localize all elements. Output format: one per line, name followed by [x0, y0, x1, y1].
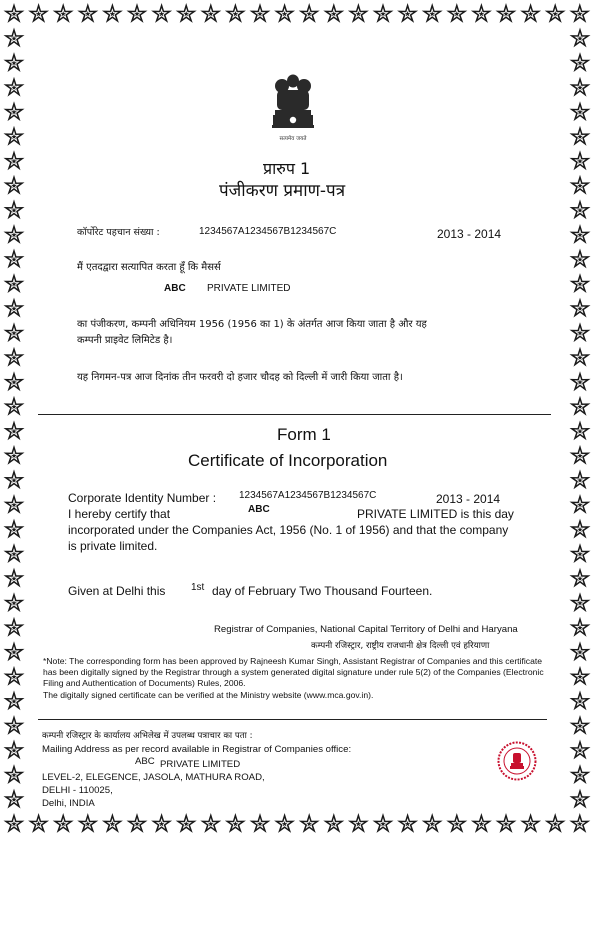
border-star-icon — [570, 273, 591, 293]
border-star-icon — [373, 3, 394, 23]
border-star-icon — [200, 813, 221, 833]
border-star-icon — [176, 813, 197, 833]
border-star-icon — [4, 592, 25, 612]
border-star-icon — [4, 273, 25, 293]
hindi-company-abbr: ABC — [164, 283, 186, 294]
border-star-icon — [250, 813, 271, 833]
mailing-company-abbr: ABC — [135, 756, 155, 767]
certify-suffix: PRIVATE LIMITED is this day — [357, 507, 514, 521]
border-star-icon — [151, 813, 172, 833]
border-star-icon — [4, 740, 25, 760]
border-star-icon — [4, 519, 25, 539]
border-star-icon — [102, 813, 123, 833]
border-star-icon — [570, 249, 591, 269]
border-star-icon — [4, 543, 25, 563]
border-star-icon — [225, 3, 246, 23]
border-star-icon — [569, 3, 590, 23]
border-star-icon — [570, 396, 591, 416]
border-star-icon — [570, 199, 591, 219]
registrar-hindi: कम्पनी रजिस्ट्रार, राष्ट्रीय राजधानी क्षेत्र दिल्ली एवं हरियाणा — [311, 641, 490, 651]
border-star-icon — [570, 371, 591, 391]
border-star-icon — [225, 813, 246, 833]
border-star-icon — [102, 3, 123, 23]
hindi-certify-line: मैं एतदद्वारा सत्यापित करता हूँ कि मैसर्स — [77, 262, 221, 273]
border-star-icon — [53, 813, 74, 833]
border-star-icon — [4, 101, 25, 121]
border-star-icon — [4, 469, 25, 489]
border-star-icon — [53, 3, 74, 23]
border-star-icon — [323, 3, 344, 23]
border-star-icon — [446, 813, 467, 833]
hindi-form-title: प्रारुप 1 — [263, 159, 311, 178]
mailing-divider — [38, 719, 547, 720]
border-star-icon — [422, 3, 443, 23]
border-star-icon — [4, 175, 25, 195]
border-star-icon — [274, 3, 295, 23]
english-form-title: Form 1 — [277, 425, 331, 444]
english-cin-label: Corporate Identity Number : — [68, 491, 217, 505]
border-star-icon — [4, 52, 25, 72]
english-year: 2013 - 2014 — [436, 492, 501, 506]
border-star-icon — [4, 789, 25, 809]
border-star-icon — [323, 813, 344, 833]
mailing-hindi-label: कम्पनी रजिस्ट्रार के कार्यालय अभिलेख में उपलब्ध पत्राचार का पता : — [42, 731, 253, 741]
border-star-icon — [200, 3, 221, 23]
act-line: incorporated under the Companies Act, 1956 (No. 1 of 1956) and that the company — [68, 523, 509, 537]
border-star-icon — [4, 150, 25, 170]
border-star-icon — [4, 199, 25, 219]
border-star-icon — [299, 813, 320, 833]
border-star-icon — [570, 101, 591, 121]
border-star-icon — [176, 3, 197, 23]
given-day: 1st — [191, 582, 205, 593]
border-star-icon — [570, 641, 591, 661]
address-line-2: DELHI - 110025, — [42, 785, 113, 796]
border-star-icon — [4, 347, 25, 367]
hindi-act-line-2: कम्पनी प्राइवेट लिमिटेड है। — [77, 335, 173, 346]
border-star-icon — [4, 396, 25, 416]
border-star-icon — [274, 813, 295, 833]
border-star-icon — [4, 641, 25, 661]
border-star-icon — [570, 568, 591, 588]
border-star-icon — [4, 494, 25, 514]
border-star-icon — [4, 224, 25, 244]
border-star-icon — [570, 764, 591, 784]
border-star-icon — [4, 666, 25, 686]
border-star-icon — [570, 77, 591, 97]
border-star-icon — [28, 3, 49, 23]
mailing-company-name: PRIVATE LIMITED — [160, 759, 241, 770]
border-star-icon — [570, 469, 591, 489]
border-star-icon — [471, 813, 492, 833]
border-star-icon — [151, 3, 172, 23]
border-star-icon — [570, 740, 591, 760]
border-star-icon — [570, 175, 591, 195]
border-star-icon — [520, 3, 541, 23]
border-star-icon — [127, 3, 148, 23]
border-star-icon — [4, 77, 25, 97]
border-star-icon — [422, 813, 443, 833]
hindi-company-name: PRIVATE LIMITED — [207, 283, 291, 294]
given-suffix: day of February Two Thousand Fourteen. — [212, 584, 433, 598]
border-star-icon — [373, 813, 394, 833]
border-star-icon — [4, 568, 25, 588]
border-star-icon — [570, 789, 591, 809]
hindi-cin-value: 1234567A1234567B1234567C — [199, 226, 337, 237]
national-emblem — [264, 72, 322, 144]
emblem-motto: सत्यमेव जयते — [279, 136, 307, 142]
border-star-icon — [570, 715, 591, 735]
border-star-icon — [471, 3, 492, 23]
border-star-icon — [4, 617, 25, 637]
border-star-icon — [570, 592, 591, 612]
border-star-icon — [77, 3, 98, 23]
border-star-icon — [348, 3, 369, 23]
hindi-year: 2013 - 2014 — [437, 227, 502, 241]
english-cin-value: 1234567A1234567B1234567C — [239, 490, 377, 501]
border-star-icon — [570, 420, 591, 440]
border-star-icon — [397, 813, 418, 833]
section-divider — [38, 414, 551, 415]
hindi-cin-label: कॉर्पोरेट पहचान संख्या : — [77, 227, 160, 238]
border-star-icon — [570, 494, 591, 514]
border-star-icon — [4, 445, 25, 465]
english-company-abbr: ABC — [248, 504, 270, 515]
border-star-icon — [250, 3, 271, 23]
border-star-icon — [127, 813, 148, 833]
border-star-icon — [570, 52, 591, 72]
border-star-icon — [4, 249, 25, 269]
border-star-icon — [4, 813, 25, 833]
note-text: *Note: The corresponding form has been approved by Rajneesh Kumar Singh, Assistant Registrar of Companies and this certificate has been digitally signed by the Registrar through a system generated digital signature under rule 5(2) of the Companies (Electronic Filing and Authentication of Documents) Rules, 2006. The digitally signed certificate can be verified at the Ministry website (www.mca.gov.in). — [43, 656, 544, 700]
border-star-icon — [4, 420, 25, 440]
border-star-icon — [570, 150, 591, 170]
border-star-icon — [520, 813, 541, 833]
border-star-icon — [4, 764, 25, 784]
border-star-icon — [570, 347, 591, 367]
border-star-icon — [569, 813, 590, 833]
border-star-icon — [570, 617, 591, 637]
hindi-act-line-1: का पंजीकरण, कम्पनी अधिनियम 1956 (1956 का 1) के अंतर्गत आज किया जाता है और यह — [77, 319, 427, 330]
border-star-icon — [4, 371, 25, 391]
border-star-icon — [397, 3, 418, 23]
border-star-icon — [570, 690, 591, 710]
border-star-icon — [28, 813, 49, 833]
mailing-english-label: Mailing Address as per record available in Registrar of Companies office: — [42, 744, 352, 755]
border-star-icon — [348, 813, 369, 833]
border-star-icon — [570, 519, 591, 539]
hindi-given-line: यह निगमन-पत्र आज दिनांक तीन फरवरी दो हजार चौदह को दिल्ली में जारी किया जाता है। — [77, 372, 403, 383]
border-star-icon — [570, 224, 591, 244]
english-certificate-title: Certificate of Incorporation — [188, 451, 388, 470]
border-star-icon — [4, 690, 25, 710]
border-star-icon — [496, 813, 517, 833]
address-line-3: Delhi, INDIA — [42, 798, 95, 809]
border-star-icon — [570, 666, 591, 686]
given-prefix: Given at Delhi this — [68, 584, 166, 598]
border-star-icon — [4, 715, 25, 735]
border-star-icon — [545, 813, 566, 833]
border-star-icon — [299, 3, 320, 23]
border-star-icon — [570, 298, 591, 318]
border-star-icon — [77, 813, 98, 833]
border-star-icon — [4, 3, 25, 23]
mca-seal-icon — [497, 741, 537, 781]
border-star-icon — [570, 543, 591, 563]
registrar-english: Registrar of Companies, National Capital Territory of Delhi and Haryana — [214, 624, 518, 635]
hindi-certificate-title: पंजीकरण प्रमाण-पत्र — [219, 181, 346, 201]
border-star-icon — [570, 126, 591, 146]
border-star-icon — [4, 28, 25, 48]
private-line: is private limited. — [68, 539, 158, 553]
certify-prefix: I hereby certify that — [68, 507, 171, 521]
border-star-icon — [4, 126, 25, 146]
border-star-icon — [496, 3, 517, 23]
border-star-icon — [570, 28, 591, 48]
border-star-icon — [4, 322, 25, 342]
address-line-1: LEVEL-2, ELEGENCE, JASOLA, MATHURA ROAD, — [42, 772, 265, 783]
border-star-icon — [446, 3, 467, 23]
border-star-icon — [4, 298, 25, 318]
border-star-icon — [570, 445, 591, 465]
border-star-icon — [570, 322, 591, 342]
border-star-icon — [545, 3, 566, 23]
